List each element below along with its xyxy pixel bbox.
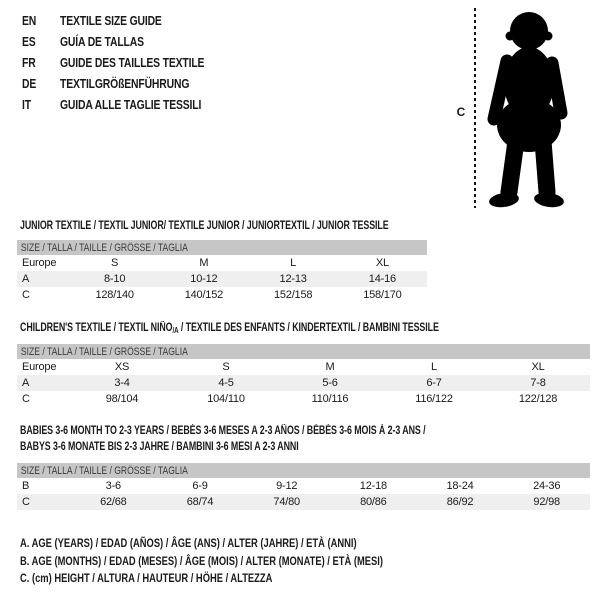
size-header-text: SIZE / TALLA / TAILLE / GRÖSSE / TAGLIA: [20, 345, 188, 358]
table-cell: 110/116: [311, 393, 349, 405]
row-label: Europe: [22, 361, 57, 373]
language-label: TEXTILE SIZE GUIDE: [60, 13, 162, 28]
junior-table-title: [20, 218, 389, 234]
language-code: EN: [22, 13, 37, 28]
junior-table-title-text: JUNIOR TEXTILE / TEXTIL JUNIOR/ TEXTILE JUNIOR / JUNIORTEXTIL / JUNIOR TESSILE: [20, 220, 389, 232]
children-table-title: [20, 320, 439, 339]
table-cell: 14-16: [368, 273, 396, 285]
table-row: [17, 391, 590, 407]
table-cell: 152/158: [273, 289, 313, 301]
table-cell: 128/140: [95, 289, 134, 301]
table-cell: 24-36: [533, 480, 561, 492]
table-cell: 98/104: [105, 393, 139, 405]
table-cell: 74/80: [273, 496, 300, 508]
table-cell: 10-12: [190, 273, 218, 285]
table-cell: 8-10: [104, 273, 126, 285]
language-code: DE: [22, 76, 37, 91]
children-size-table: [17, 344, 590, 407]
table-cell: 6-7: [426, 377, 442, 389]
table-cell: XL: [531, 361, 545, 373]
table-cell: M: [199, 257, 209, 269]
babies-table-title: [20, 423, 425, 455]
legend-note-line: B. AGE (MONTHS) / EDAD (MESES) / ÂGE (MOIS) / ALTER (MONATE) / ETÀ (MESI): [20, 553, 383, 568]
table-row: [17, 478, 590, 494]
table-cell: L: [290, 257, 297, 269]
table-cell: 18-24: [446, 480, 474, 492]
babies-table-title-line1: BABIES 3-6 MONTH TO 2-3 YEARS / BEBÉS 3-6 MESES A 2-3 AÑOS / BÉBÉS 3-6 MOIS À 2-3 ANS /: [20, 425, 426, 437]
size-header-text: SIZE / TALLA / TAILLE / GRÖSSE / TAGLIA: [20, 241, 188, 254]
language-label: TEXTILGRÖßENFÜHRUNG: [60, 76, 190, 91]
table-cell: XS: [114, 361, 130, 373]
junior-size-table: [17, 240, 427, 303]
legend-notes: [20, 536, 485, 589]
height-dashed-line: [474, 8, 476, 208]
size-header-text: SIZE / TALLA / TAILLE / GRÖSSE / TAGLIA: [20, 464, 188, 477]
table-rows: [17, 255, 427, 303]
table-cell: 3-6: [105, 480, 121, 492]
height-measure-label: C: [456, 105, 466, 119]
row-label: B: [22, 480, 30, 492]
row-label: C: [22, 289, 30, 301]
table-cell: 104/110: [207, 393, 245, 405]
row-label: C: [22, 496, 30, 508]
table-cell: 7-8: [530, 377, 546, 389]
table-cell: 158/170: [363, 289, 402, 301]
table-cell: XL: [375, 257, 389, 269]
legend-note-line: A. AGE (YEARS) / EDAD (AÑOS) / ÂGE (ANS) / ALTER (JAHRE) / ETÀ (ANNI): [20, 536, 357, 550]
language-code: ES: [22, 34, 36, 49]
table-cell: 62/68: [100, 496, 127, 508]
children-table-title-text: CHILDREN'S TEXTILE / TEXTIL NIÑO: [20, 322, 173, 334]
children-table-title-text-cont: / TEXTILE DES ENFANTS / KINDERTEXTIL / BAMBINI TESSILE: [178, 322, 439, 334]
table-cell: 9-12: [276, 480, 298, 492]
table-cell: 68/74: [186, 496, 214, 508]
table-row: [17, 359, 590, 375]
toddler-silhouette-icon: [483, 8, 583, 210]
row-label: C: [22, 393, 30, 405]
table-cell: 5-6: [322, 377, 338, 389]
table-cell: 80/86: [360, 496, 387, 508]
language-label: GUIDA ALLE TAGLIE TESSILI: [60, 97, 202, 112]
language-label: GUÍA DE TALLAS: [60, 34, 144, 49]
table-cell: 92/98: [533, 496, 560, 508]
table-cell: 140/152: [184, 289, 224, 301]
table-cell: 4-5: [218, 377, 234, 389]
language-label: GUIDE DES TAILLES TEXTILE: [60, 55, 205, 70]
legend-note-line: C. (cm) HEIGHT / ALTURA / HAUTEUR / HÖHE / ALTEZZA: [20, 571, 273, 585]
table-row: [17, 494, 590, 510]
babies-size-table: [17, 463, 590, 510]
row-label: Europe: [22, 257, 57, 269]
size-header-bar: [17, 240, 427, 255]
table-rows: [17, 359, 590, 407]
table-row: [17, 287, 427, 303]
table-cell: 6-9: [192, 480, 208, 492]
table-row: [17, 271, 427, 287]
table-row: [17, 255, 427, 271]
babies-table-title-line2: BABYS 3-6 MONATE BIS 2-3 JAHRE / BAMBINI 3-6 MESI A 2-3 ANNI: [20, 441, 299, 453]
table-cell: 86/92: [446, 496, 474, 508]
table-cell: 12-18: [359, 480, 387, 492]
row-label: A: [22, 273, 30, 285]
row-label: A: [22, 377, 30, 389]
table-cell: S: [111, 257, 119, 269]
language-code: IT: [22, 97, 31, 112]
children-table-title-sub: /A: [172, 326, 179, 335]
table-row: [17, 375, 590, 391]
table-cell: L: [431, 361, 437, 373]
size-header-bar: [17, 344, 590, 359]
table-cell: S: [222, 361, 230, 373]
language-code: FR: [22, 55, 36, 70]
table-cell: 116/122: [415, 393, 453, 405]
table-cell: M: [325, 361, 335, 373]
table-cell: 12-13: [279, 273, 307, 285]
table-cell: 122/128: [518, 393, 558, 405]
table-rows: [17, 478, 590, 510]
table-cell: 3-4: [114, 377, 130, 389]
size-header-bar: [17, 463, 590, 478]
